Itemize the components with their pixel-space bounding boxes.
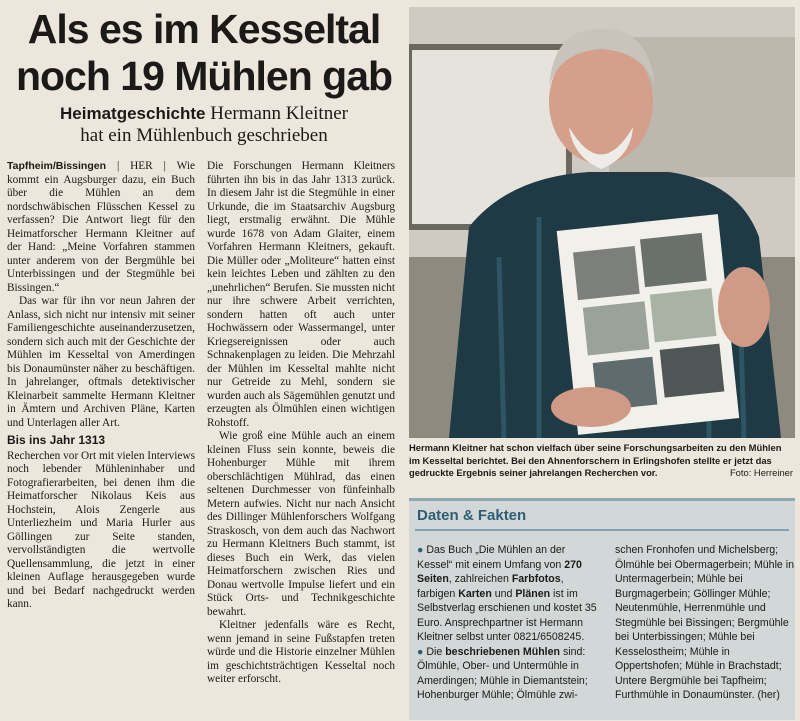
- subheadline: [8, 103, 400, 147]
- facts-box: [409, 498, 795, 720]
- facts-box-title: Daten & Fakten: [417, 507, 527, 524]
- headline-line-2: noch 19 Mühlen gab: [15, 53, 393, 99]
- fact-1-mid2: , farbigen: [417, 573, 564, 600]
- paragraph-2: Das war für ihn vor neun Jahren der Anlass, sich nicht nur intensiv mit seiner Familiengeschichte auseinanderzusetzen, sondern sich auch mit der Geschichte der Mühlen im Kesseltal von Amerdingen bis Donaumünster näher zu beschäftigen. In jahrelanger, oftmals detektivischer Kleinarbeit sammelte Hermann Kleitner in Ämtern und Archiven Pläne, Karten und Unterlagen aller Art.: [7, 295, 195, 429]
- fact-2-post1: sind: Ölmühle, Ober- und Untermühle in Amerdingen; Mühle in Diemantstein; Hohenburger Mühle; Ölmühle zwi-: [417, 645, 588, 701]
- subhead-line-2: hat ein Mühlenbuch geschrieben: [80, 125, 328, 146]
- headline-line-1: Als es im Kesseltal: [27, 6, 381, 52]
- caption-text: Hermann Kleitner hat schon vielfach über seine Forschungsarbeiten zu den Mühlen im Kesseltal berichtet. Bei den Ahnenforschern in Erlingshofen stellte er jetzt das gedruckte Ergebnis seiner jahrelangen Recherchen vor.: [409, 442, 782, 478]
- headline: [8, 6, 400, 100]
- bullet-icon: ●: [417, 645, 424, 658]
- author-tag: | HER |: [116, 160, 166, 172]
- fact-2-pre: Die: [426, 645, 446, 658]
- fact-1-post: ist im Selbstverlag erschienen und kostet 35 Euro. Ansprechpartner ist Hermann Kleitner selbst unter 0821/6508245.: [417, 587, 597, 643]
- kicker: Heimatgeschichte: [60, 104, 206, 123]
- fact-1-and: und: [491, 587, 516, 600]
- paragraph-5: Wie groß eine Mühle auch an einem kleinen Fluss sein konnte, beweis die Hohenburger Mühle mit ihrem oberschlächtigen Mühlrad, das einen seltenen Durchmesser von fünfeinhalb Metern aufwies. Nicht nur nach Ansicht des Dillinger Mühlenforschers Wolfgang Straskosch, von dem auch das Nachwort zu Hermann Kleitners Buch stammt, ist dieses Buch ein Werk, das vielen Heimatforschern zwischen Ries und Donau wertvolle Impulse liefert und ein Stück Orts- und Technikgeschichte bewahrt.: [207, 430, 395, 618]
- facts-box-column-2: schen Fronhofen und Michelsberg; Ölmühle bei Obermagerbein; Mühle in Untermagerbein; Mühle bei Burgmagerbein; Göllinger Mühle; Neutenmühle, Herrenmühle und Stegmühle bei Bissingen; Bergmühle bei Unterbissingen; Mühle bei Kesselostheim; Mühle in Oppertshofen; Mühle in Brachstadt; Untere Bergmühle bei Tapfheim; Furthmühle in Donaumünster. (her): [615, 544, 795, 701]
- paragraph-1-text: Wie kommt ein Augsburger dazu, ein Buch über die Mühlen an dem nordschwäbischen Flüsschen Kessel zu verfassen? Die Antwort liegt für den Heimatforscher Hermann Kleitner auf der Hand: „Meine Vorfahren stammen unter anderem von der Bergmühle bei Unterbissingen und der Stegmühle bei Bissingen.“: [7, 160, 196, 294]
- subhead-line-1: Hermann Kleitner: [210, 103, 348, 124]
- paragraph-4: Die Forschungen Hermann Kleitners führten ihn bis in das Jahr 1313 zurück. In diesem Jahr ist die Stegmühle in einer Urkunde, die im Staatsarchiv Augsburg liegt, erstmalig erwähnt. Die Mühle wurde 1678 von Adam Glaiter, einem Vorfahren Hermann Kleitners, gekauft. Die Müller oder „Moliteure“ hatten einst kein leichtes Leben und zählten zu den „unehrlichen“ Berufen. Sie mussten nicht nur ihre schwere Arbeit verrichten, sondern hatten oft auch unter Hochwässern oder Wassermangel, unter Kriegsereignissen oder auch Schnakenplagen zu leiden. Die Mehrzahl der Mühlen im Kesseltal mahlte nicht nur Getreide zu Mehl, sondern sie wurden auch als Sägemühlen genutzt und erzeugten als Ölmühlen einen wichtigen Rohstoff.: [207, 160, 395, 429]
- article-column-2: [207, 160, 395, 687]
- fact-1-pages: 270 Seiten: [417, 558, 582, 585]
- facts-box-rule: [415, 529, 789, 531]
- fact-1-mid1: , zahlreichen: [448, 573, 512, 585]
- photo-illustration: [409, 7, 795, 438]
- paragraph-6: Kleitner jedenfalls wäre es Recht, wenn jemand in seine Fußstapfen treten würde und die Historie einzelner Mühlen im geschichtsträchtigen Kesseltal noch weiter erforscht.: [207, 619, 395, 685]
- fact-1-pre: Das Buch „Die Mühlen an der Kessel“ mit einem Umfang von: [417, 544, 566, 571]
- fact-1-plans: Plänen: [515, 587, 551, 600]
- dateline: Tapfheim/Bissingen: [7, 160, 106, 172]
- crosshead: Bis ins Jahr 1313: [7, 433, 106, 447]
- fact-1-maps: Karten: [458, 587, 492, 600]
- photo-author-with-book: [409, 7, 795, 438]
- article-column-1: [7, 160, 195, 612]
- paragraph-1: [7, 160, 195, 295]
- paragraph-3: Recherchen vor Ort mit vielen Interviews noch lebender Mühleninhaber und Fotografierarbeiten, bei denen ihm die Heimatforscher Nikolaus Keis aus Hochstein, Alois Zengerle aus Unterliezheim und Maria Hurler aus Göllingen zur Seite standen, vervollständigten die wertvolle Quellensammlung, die jetzt in einer kleinen Auflage herausgegeben wurde und bei Bedarf nachgedruckt werden kann.: [7, 449, 195, 610]
- photo-caption: [409, 442, 793, 480]
- facts-box-column-1: [417, 543, 597, 703]
- fact-1-photos: Farbfotos: [511, 573, 561, 585]
- bullet-icon: ●: [417, 544, 424, 556]
- fact-2-bold: beschriebenen Mühlen: [445, 645, 560, 658]
- photo-credit: Foto: Herreiner: [729, 467, 793, 478]
